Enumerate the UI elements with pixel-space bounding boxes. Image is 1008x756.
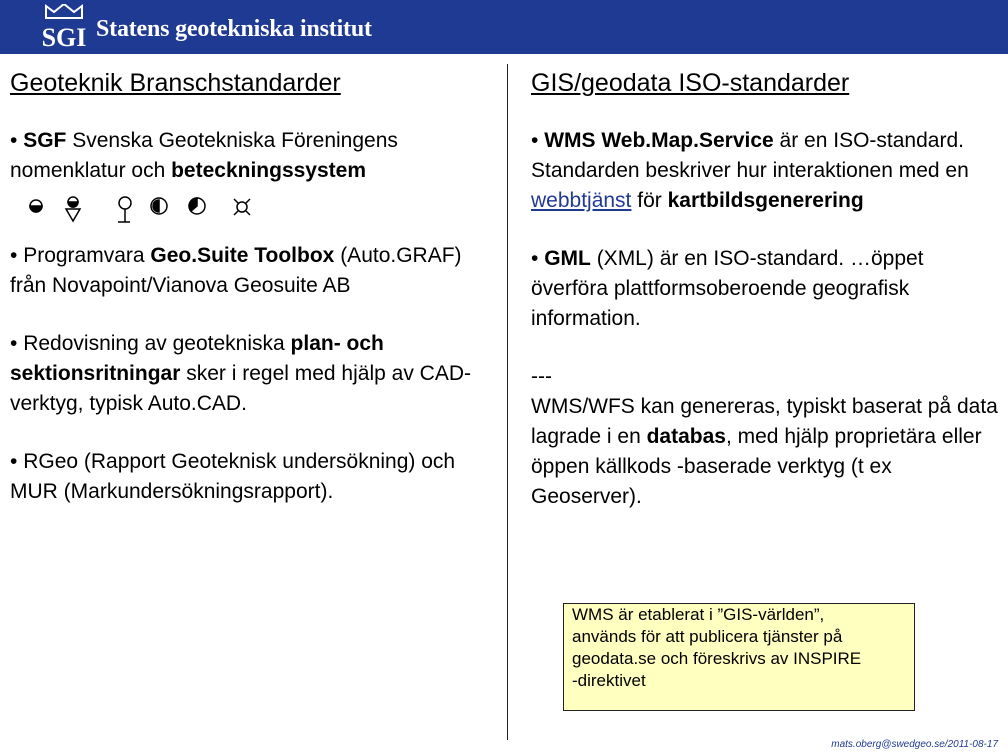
wfs-paragraph: --- WMS/WFS kan genereras, typiskt baserat på data lagrade i en databas, med hjälp proprietära eller öppen källkods -baserade verktyg (t ex Geoserver). bbox=[531, 365, 998, 508]
geosuite-paragraph: • Programvara Geo.Suite Toolbox (Auto.GRAF) från Novapoint/Vianova Geosuite AB bbox=[10, 244, 462, 297]
column-divider bbox=[507, 64, 508, 740]
geotechnical-symbols bbox=[10, 192, 270, 232]
note-line: -direktivet bbox=[572, 671, 646, 690]
webbtjanst-link[interactable]: webbtjänst bbox=[531, 189, 632, 212]
cad-paragraph: • Redovisning av geotekniska plan- och sektionsritningar sker i regel med hjälp av CAD-verktyg, typisk Auto.CAD. bbox=[10, 332, 471, 415]
note-line: används för att publicera tjänster på bbox=[572, 627, 843, 646]
org-name: Statens geotekniska institut bbox=[96, 16, 372, 42]
right-column bbox=[531, 66, 1001, 512]
wms-note-box bbox=[563, 603, 915, 711]
sgi-logo bbox=[36, 4, 92, 50]
svg-text:SGI: SGI bbox=[41, 23, 87, 50]
header-bar bbox=[0, 0, 1008, 54]
footer-contact: mats.oberg@swedgeo.se/2011-08-17 bbox=[831, 739, 998, 750]
left-column bbox=[10, 66, 500, 507]
note-line: WMS är etablerat i ”GIS-världen”, bbox=[572, 605, 825, 624]
gml-paragraph: • GML (XML) är en ISO-standard. …öppet överföra plattformsoberoende geografisk information. bbox=[531, 247, 924, 330]
dash-separator: --- bbox=[531, 365, 552, 388]
left-heading: Geoteknik Branschstandarder bbox=[10, 69, 341, 97]
wms-paragraph: • WMS Web.Map.Service är en ISO-standard. Standarden beskriver hur interaktionen med en webbtjänst för kartbildsgenerering bbox=[531, 129, 969, 212]
sgf-paragraph: • SGF Svenska Geotekniska Föreningens nomenklatur och beteckningssystem bbox=[10, 129, 398, 182]
right-heading: GIS/geodata ISO-standarder bbox=[531, 69, 850, 97]
rgeo-paragraph: • RGeo (Rapport Geoteknisk undersökning) och MUR (Markundersökningsrapport). bbox=[10, 450, 456, 503]
note-line: geodata.se och föreskrivs av INSPIRE bbox=[572, 649, 862, 668]
